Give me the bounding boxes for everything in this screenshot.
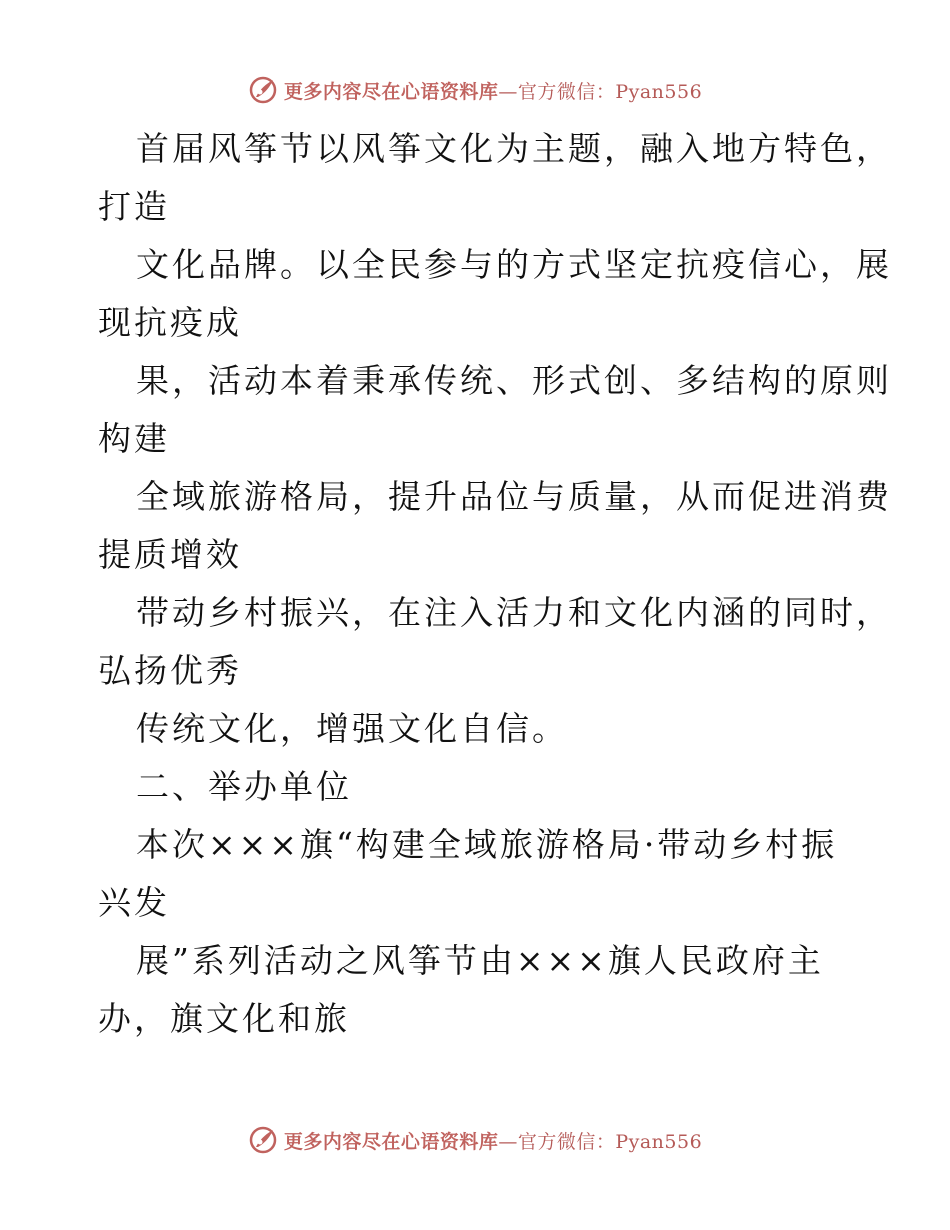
text-line: 兴发 [98, 883, 170, 922]
text-line: 果，活动本着秉承传统、形式创、多结构的原则 [136, 361, 892, 400]
section-heading: 二、举办单位 [136, 767, 352, 806]
text-line: 带动乡村振兴，在注入活力和文化内涵的同时， [136, 593, 892, 632]
text-line: 打造 [98, 187, 170, 226]
text-line: 展”系列活动之风筝节由×××旗人民政府主 [136, 941, 824, 980]
text-line: 全域旅游格局，提升品位与质量，从而促进消费 [136, 477, 892, 516]
text-line: 本次×××旗“构建全域旅游格局·带动乡村振 [136, 825, 838, 864]
banner-main-text: 更多内容尽在心语资料库 [283, 80, 499, 103]
text-line: 传统文化，增强文化自信。 [136, 709, 568, 748]
text-line: 弘扬优秀 [98, 651, 242, 690]
banner-text [284, 77, 702, 104]
banner-sub-text: —官方微信：Pyan556 [498, 80, 703, 103]
text-line: 办，旗文化和旅 [98, 999, 350, 1038]
quill-logo-icon [248, 75, 278, 105]
text-line: 现抗疫成 [98, 303, 242, 342]
banner-sub-text: —官方微信：Pyan556 [498, 1130, 703, 1153]
banner-text [284, 1127, 702, 1154]
text-line: 提质增效 [98, 535, 242, 574]
body-text [98, 120, 892, 1048]
text-line: 构建 [98, 419, 170, 458]
header-banner [0, 70, 950, 110]
footer-banner [0, 1120, 950, 1160]
text-line: 首届风筝节以风筝文化为主题，融入地方特色， [136, 129, 892, 168]
banner-main-text: 更多内容尽在心语资料库 [283, 1130, 499, 1153]
text-line: 文化品牌。以全民参与的方式坚定抗疫信心，展 [136, 245, 892, 284]
quill-logo-icon [248, 1125, 278, 1155]
